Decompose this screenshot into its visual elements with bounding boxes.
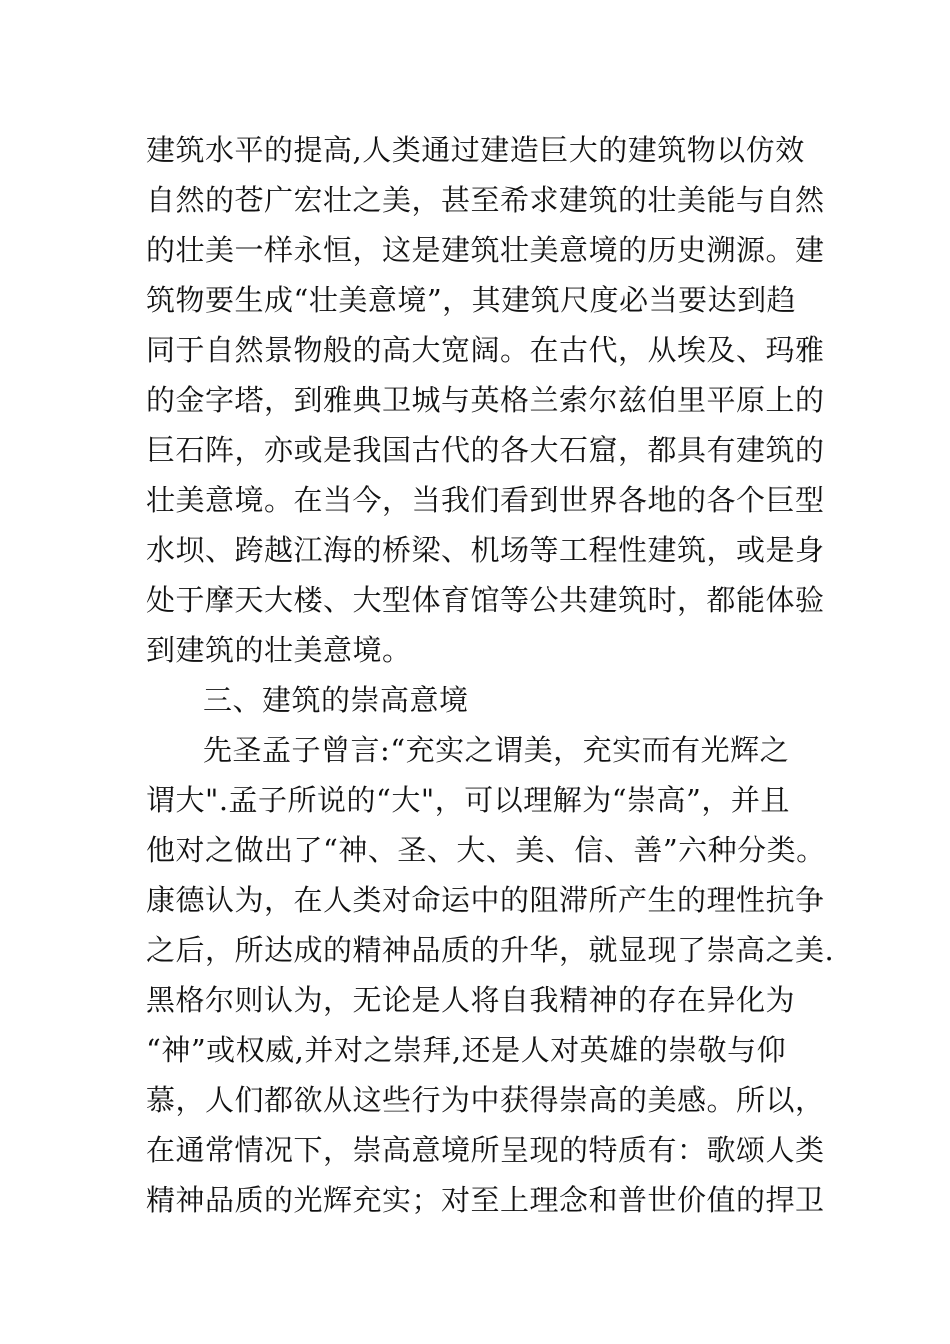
text-line: 巨石阵，亦或是我国古代的各大石窟，都具有建筑的 [146,433,825,467]
text-line: 的壮美一样永恒，这是建筑壮美意境的历史溯源。建 [146,233,825,267]
text-line: 水坝、跨越江海的桥梁、机场等工程性建筑，或是身 [146,533,825,567]
text-line: 到建筑的壮美意境。 [146,633,412,667]
text-line: 先圣孟子曾言:“充实之谓美，充实而有光辉之 [203,733,790,767]
text-line: 处于摩天大楼、大型体育馆等公共建筑时，都能体验 [146,583,825,617]
text-line: 他对之做出了“神、圣、大、美、信、善”六种分类。 [146,833,826,867]
text-line: 的金字塔，到雅典卫城与英格兰索尔兹伯里平原上的 [146,383,825,417]
text-line: 建筑水平的提高,人类通过建造巨大的建筑物以仿效 [146,133,805,167]
text-line: 精神品质的光辉充实；对至上理念和普世价值的捍卫 [146,1183,825,1217]
text-line: 慕，人们都欲从这些行为中获得崇高的美感。所以， [146,1083,825,1117]
text-line: 黑格尔则认为，无论是人将自我精神的存在异化为 [146,983,796,1017]
text-line: 壮美意境。在当今，当我们看到世界各地的各个巨型 [146,483,825,517]
section-heading: 三、建筑的崇高意境 [203,683,469,717]
text-line: 自然的苍广宏壮之美，甚至希求建筑的壮美能与自然 [146,183,825,217]
text-line: 在通常情况下，崇高意境所呈现的特质有：歌颂人类 [146,1133,825,1167]
text-line: 筑物要生成“壮美意境”，其建筑尺度必当要达到趋 [146,283,797,317]
text-line: “神”或权威,并对之崇拜,还是人对英雄的崇敬与仰 [146,1033,787,1067]
text-line: 康德认为，在人类对命运中的阻滞所产生的理性抗争 [146,883,825,917]
text-line: 之后，所达成的精神品质的升华，就显现了崇高之美. [146,933,835,967]
text-line: 同于自然景物般的高大宽阔。在古代，从埃及、玛雅 [146,333,825,367]
text-line: 谓大".孟子所说的“大"，可以理解为“崇高”，并且 [146,783,790,817]
